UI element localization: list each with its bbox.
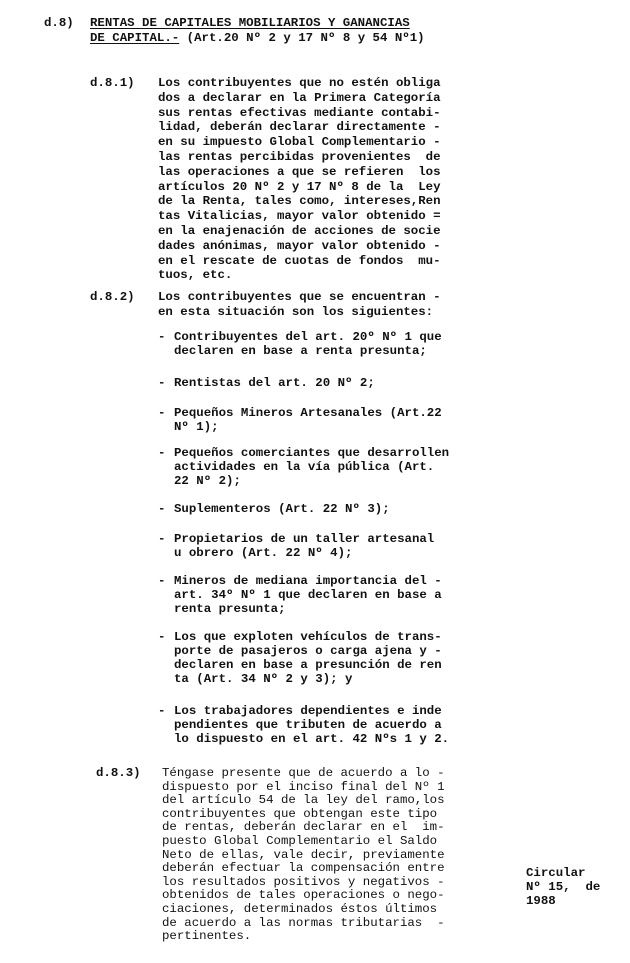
list-item-line: Los que exploten vehículos de trans- xyxy=(174,630,442,644)
list-item-line: Pequeños comerciantes que desarrollen xyxy=(174,446,450,460)
section-title-line1: RENTAS DE CAPITALES MOBILIARIOS Y GANANCIAS xyxy=(90,16,410,30)
section-number: d.8) xyxy=(44,16,74,30)
paragraph-line: en la enajenación de acciones de socie xyxy=(158,224,441,238)
bullet-dash-icon: - xyxy=(158,630,166,644)
paragraph-line: dispuesto por el inciso final del Nº 1 xyxy=(162,779,445,794)
bullet-dash-icon: - xyxy=(158,446,166,460)
margin-note-line: 1988 xyxy=(526,894,556,908)
paragraph-line: de la Renta, tales como, intereses,Ren xyxy=(158,194,441,209)
subsection-d81-number: d.8.1) xyxy=(90,76,135,90)
paragraph-line: Los contribuyentes que se encuentran - xyxy=(158,290,441,304)
paragraph-line: puesto Global Complementario el Saldo xyxy=(162,834,438,848)
paragraph-line: ciaciones, determinados éstos últimos xyxy=(162,902,438,916)
list-item-line: Los trabajadores dependientes e inde xyxy=(174,704,442,718)
list-item-line: declaren en base a renta presunta; xyxy=(174,344,427,358)
paragraph-line: obtenidos de tales operaciones o nego- xyxy=(162,888,445,903)
subsection-d82-number: d.8.2) xyxy=(90,290,135,304)
paragraph-line: Los contribuyentes que no estén obliga xyxy=(158,76,441,90)
list-item-line: 22 Nº 2); xyxy=(174,474,241,488)
paragraph-line: en esta situación son los siguientes: xyxy=(158,304,434,319)
paragraph-line: pertinentes. xyxy=(162,929,252,944)
list-item-line: Suplementeros (Art. 22 Nº 3); xyxy=(174,502,390,516)
section-title-line2 xyxy=(90,31,425,45)
bullet-dash-icon: - xyxy=(158,376,166,390)
paragraph-line: las rentas percibidas provenientes de xyxy=(158,150,441,164)
paragraph-line: Neto de ellas, vale decir, previamente xyxy=(162,847,445,862)
list-item-line: declaren en base a presunción de ren xyxy=(174,658,442,672)
paragraph-line: sus rentas efectivas mediante contabi- xyxy=(158,105,441,120)
paragraph-line: lidad, deberán declarar directamente - xyxy=(158,120,441,135)
paragraph-line: de rentas, deberán declarar en el im- xyxy=(162,820,445,835)
bullet-dash-icon: - xyxy=(158,330,166,344)
bullet-dash-icon: - xyxy=(158,502,166,516)
paragraph-line: artículos 20 Nº 2 y 17 Nº 8 de la Ley xyxy=(158,179,441,194)
bullet-dash-icon: - xyxy=(158,532,166,546)
list-item-line: ta (Art. 34 Nº 2 y 3); y xyxy=(174,672,353,686)
list-item-line: Contribuyentes del art. 20º Nº 1 que xyxy=(174,330,442,344)
margin-note-line: Circular xyxy=(526,866,586,880)
paragraph-line: deberán efectuar la compensación entre xyxy=(162,861,445,876)
bullet-dash-icon: - xyxy=(158,574,166,588)
paragraph-line: del artículo 54 de la ley del ramo,los xyxy=(162,793,445,808)
paragraph-line: en el rescate de cuotas de fondos mu- xyxy=(158,253,441,268)
paragraph-line: dos a declarar en la Primera Categoría xyxy=(158,90,441,105)
paragraph-line: tas Vitalicias, mayor valor obtenido = xyxy=(158,209,441,224)
list-item-line: Nº 1); xyxy=(174,420,219,434)
list-item-line: lo dispuesto en el art. 42 Nºs 1 y 2. xyxy=(174,732,450,746)
list-item-line: Pequeños Mineros Artesanales (Art.22 xyxy=(174,406,442,420)
paragraph-line: dades anónimas, mayor valor obtenido - xyxy=(158,238,441,253)
list-item-line: Rentistas del art. 20 Nº 2; xyxy=(174,376,375,390)
bullet-dash-icon: - xyxy=(158,406,166,420)
list-item-line: actividades en la vía pública (Art. xyxy=(174,460,435,474)
bullet-dash-icon: - xyxy=(158,704,166,718)
list-item-line: pendientes que tributen de acuerdo a xyxy=(174,718,442,732)
list-item-line: porte de pasajeros o carga ajena y - xyxy=(174,644,442,658)
list-item-line: Propietarios de un taller artesanal xyxy=(174,532,435,546)
list-item-line: renta presunta; xyxy=(174,602,286,616)
list-item-line: art. 34º Nº 1 que declaren en base a xyxy=(174,588,442,602)
list-item-line: Mineros de mediana importancia del - xyxy=(174,574,442,588)
paragraph-line: en su impuesto Global Complementario - xyxy=(158,135,441,150)
list-item-line: u obrero (Art. 22 Nº 4); xyxy=(174,546,353,560)
paragraph-line: las operaciones a que se refieren los xyxy=(158,164,441,179)
section-title-reference: (Art.20 Nº 2 y 17 Nº 8 y 54 Nº1) xyxy=(179,31,425,45)
paragraph-line: contribuyentes que obtengan este tipo xyxy=(162,806,438,821)
paragraph-line: Téngase presente que de acuerdo a lo - xyxy=(162,766,445,780)
paragraph-line: tuos, etc. xyxy=(158,268,233,283)
paragraph-line: los resultados positivos y negativos - xyxy=(162,874,445,889)
subsection-d83-number: d.8.3) xyxy=(96,766,141,780)
paragraph-line: de acuerdo a las normas tributarias - xyxy=(162,915,445,930)
margin-note-line: Nº 15, de xyxy=(526,880,601,894)
section-title-underlined: DE CAPITAL.- xyxy=(90,31,180,45)
